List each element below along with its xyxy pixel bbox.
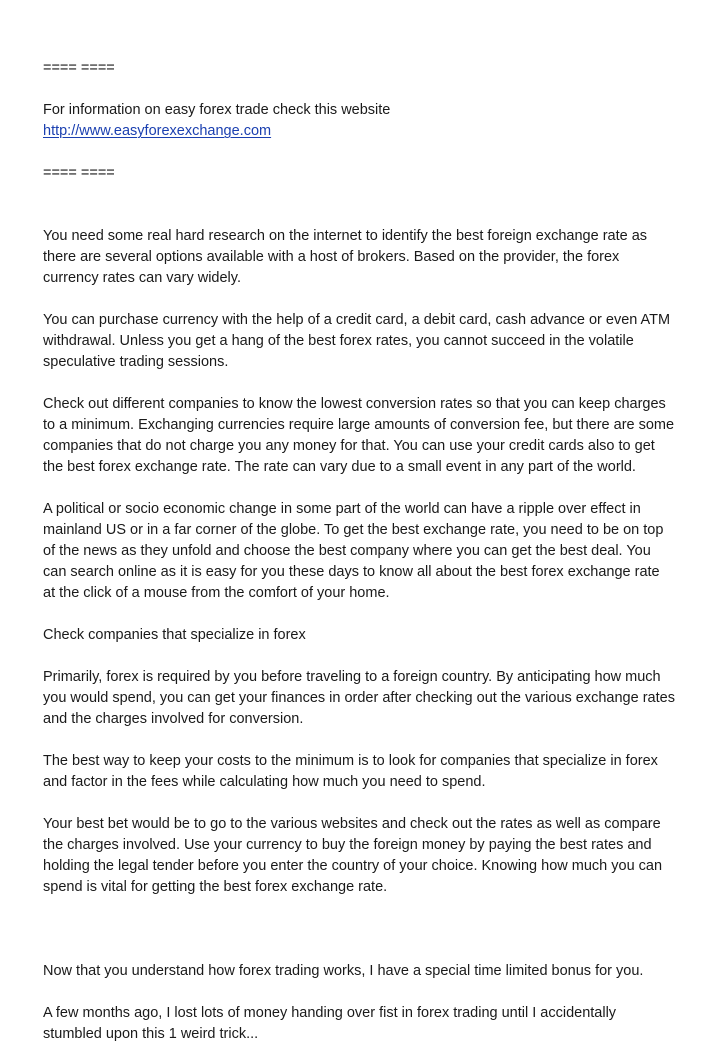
paragraph-line: to a minimum. Exchanging currencies require large amounts of conversion fee, but there are some <box>43 417 675 433</box>
spacer <box>43 793 693 814</box>
spacer <box>43 478 693 499</box>
spacer <box>43 289 693 310</box>
paragraph-line: A political or socio economic change in some part of the world can have a ripple over effect in <box>43 501 641 517</box>
paragraph-line: withdrawal. Unless you get a hang of the best forex rates, you cannot succeed in the volatile <box>43 333 634 349</box>
paragraph-line: Now that you understand how forex trading works, I have a special time limited bonus for you. <box>43 963 644 979</box>
paragraph-line: Check out different companies to know the lowest conversion rates so that you can keep charges <box>43 396 666 412</box>
spacer <box>43 184 693 226</box>
paragraph-line: at the click of a mouse from the comfort of your home. <box>43 585 390 601</box>
paragraph-line: Primarily, forex is required by you before traveling to a foreign country. By anticipating how much <box>43 669 661 685</box>
paragraph-line: You can purchase currency with the help of a credit card, a debit card, cash advance or even ATM <box>43 312 671 328</box>
spacer <box>43 730 693 751</box>
paragraph-line: stumbled upon this 1 weird trick... <box>43 1026 259 1042</box>
paragraph-line: mainland US or in a far corner of the globe. To get the best exchange rate, you need to be on top <box>43 522 664 538</box>
spacer <box>43 898 693 940</box>
website-link-row <box>43 121 693 142</box>
separator-bottom: ==== ==== <box>43 165 115 181</box>
spacer <box>43 142 693 163</box>
document-content <box>43 58 693 1045</box>
info-line: For information on easy forex trade check this website <box>43 102 391 118</box>
paragraph-line: and factor in the fees while calculating how much you need to spend. <box>43 774 486 790</box>
closing-paragraph-1 <box>43 961 693 982</box>
separator-top: ==== ==== <box>43 60 115 76</box>
spacer <box>43 646 693 667</box>
paragraph-7 <box>43 751 693 793</box>
paragraph-line: You need some real hard research on the internet to identify the best foreign exchange rate as <box>43 228 648 244</box>
paragraph-line: the charges involved. Use your currency to buy the foreign money by paying the best rates and <box>43 837 652 853</box>
paragraph-line: The best way to keep your costs to the minimum is to look for companies that specialize in forex <box>43 753 658 769</box>
paragraph-line: you would spend, you can get your finances in order after checking out the various exchange rates <box>43 690 675 706</box>
paragraph-line: of the news as they unfold and choose the best company where you can get the best deal. You <box>43 543 651 559</box>
spacer <box>43 373 693 394</box>
paragraph-6 <box>43 667 693 730</box>
paragraph-2 <box>43 310 693 373</box>
paragraph-3 <box>43 394 693 478</box>
paragraph-line: spend is vital for getting the best forex exchange rate. <box>43 879 388 895</box>
paragraph-4 <box>43 499 693 604</box>
section-heading <box>43 625 693 646</box>
paragraph-line: and the charges involved for conversion. <box>43 711 304 727</box>
paragraph-line: holding the legal tender before you enter the country of your choice. Knowing how much you can <box>43 858 663 874</box>
paragraph-line: there are several options available with a host of brokers. Based on the provider, the forex <box>43 249 620 265</box>
paragraph-line: Your best bet would be to go to the various websites and check out the rates as well as compare <box>43 816 661 832</box>
paragraph-line: A few months ago, I lost lots of money handing over fist in forex trading until I accidentally <box>43 1005 617 1021</box>
website-link[interactable]: http://www.easyforexexchange.com <box>43 123 272 139</box>
spacer <box>43 79 693 100</box>
paragraph-line: Check companies that specialize in forex <box>43 627 306 643</box>
paragraph-line: speculative trading sessions. <box>43 354 229 370</box>
spacer <box>43 940 693 961</box>
paragraph-1 <box>43 226 693 289</box>
paragraph-line: companies that do not charge you any money for that. You can use your credit cards also to get <box>43 438 655 454</box>
closing-paragraph-2 <box>43 1003 693 1045</box>
paragraph-8 <box>43 814 693 898</box>
spacer <box>43 604 693 625</box>
paragraph-line: the best forex exchange rate. The rate can vary due to a small event in any part of the world. <box>43 459 636 475</box>
paragraph-line: can search online as it is easy for you these days to know all about the best forex exchange rate <box>43 564 660 580</box>
paragraph-line: currency rates can vary widely. <box>43 270 241 286</box>
spacer <box>43 982 693 1003</box>
